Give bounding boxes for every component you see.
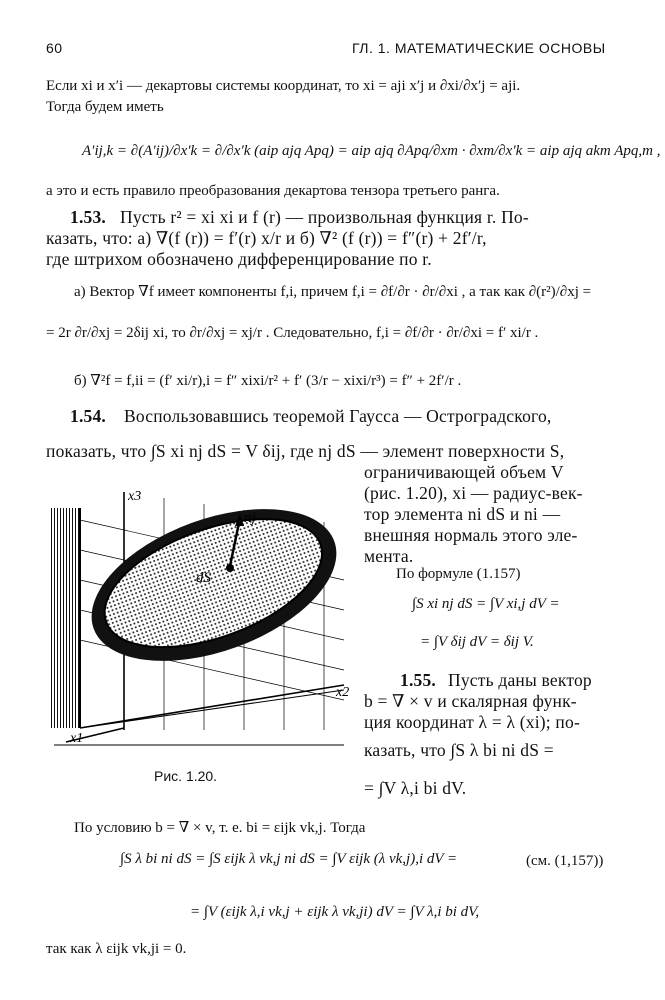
figure-floor <box>54 690 344 745</box>
running-title: ГЛ. 1. МАТЕМАТИЧЕСКИЕ ОСНОВЫ <box>352 40 606 56</box>
intro-line-1: Если xi и x′i — декартовы системы координат, то xi = aji x′j и ∂xi/∂x′j = aji. <box>46 78 521 94</box>
problem-153-line-3: где штрихом обозначено дифференцирование по r. <box>46 249 432 269</box>
problem-154-line-5: тор элемента ni dS и ni — <box>364 504 561 524</box>
x1-label: x1 <box>70 731 84 746</box>
problem-155-line-2: b = ∇ × v и скалярная функ- <box>364 691 577 711</box>
intro-line-3: а это и есть правило преобразования декартова тензора третьего ранга. <box>46 183 500 199</box>
problem-153-line-1: Пусть r² = xi xi и f (r) — произвольная функция r. По- <box>120 207 529 227</box>
problem-154-solution-intro: По формуле (1.157) <box>396 566 521 582</box>
figure-1-20 <box>44 480 354 755</box>
problem-154-line-7: мента. <box>364 546 414 566</box>
surface-element-dot <box>226 564 234 572</box>
problem-155-line-3: ция координат λ = λ (xi); по- <box>364 712 580 732</box>
problem-155-solution-eq-2: = ∫V (εijk λ,i vk,j + εijk λ vk,ji) dV = ∫V λ,i bi dV, <box>190 904 480 920</box>
problem-154-line-2: показать, что ∫S xi nj dS = V δij, где nj dS — элемент поверхности S, <box>46 441 565 461</box>
problem-155-number: 1.55. <box>400 670 436 690</box>
x3-label: x3 <box>128 489 142 504</box>
problem-153-number: 1.53. <box>70 207 106 227</box>
x2-label: x2 <box>336 685 350 700</box>
problem-153-solution-a2: = 2r ∂r/∂xj = 2δij xi, то ∂r/∂xj = xj/r . Следовательно, f,i = ∂f/∂r · ∂r/∂xi = f′ xi/r . <box>46 325 539 341</box>
problem-155-line-4: казать, что ∫S λ bi ni dS = <box>364 740 554 760</box>
problem-154-line-6: внешняя нормаль этого эле- <box>364 525 578 545</box>
x2-axis <box>80 685 344 728</box>
page-number: 60 <box>46 40 63 56</box>
problem-154-line-4: (рис. 1.20), xi — радиус-век- <box>364 483 583 503</box>
problem-155-reference: (см. (1,157)) <box>526 853 604 869</box>
problem-154-line-1: Воспользовавшись теоремой Гаусса — Остроградского, <box>124 406 552 426</box>
figure-caption: Рис. 1.20. <box>154 768 218 784</box>
problem-155-line-5: = ∫V λ,i bi dV. <box>364 778 467 798</box>
problem-153-line-2: казать, что: а) ∇(f (r)) = f′(r) x/r и б) ∇² (f (r)) = f″(r) + 2f′/r, <box>46 228 487 248</box>
ds-label: dS <box>196 570 211 586</box>
problem-154-number: 1.54. <box>70 406 106 426</box>
tensor-transform-equation: A′ij,k = ∂(A′ij)/∂x′k = ∂/∂x′k (aip ajq Apq) = aip ajq ∂Apq/∂xm · ∂xm/∂x′k = aip ajq akm Apq,m , <box>82 143 661 159</box>
problem-155-solution-eq-1: ∫S λ bi ni dS = ∫S εijk λ vk,j ni dS = ∫V εijk (λ vk,j),i dV = <box>120 851 458 867</box>
figure-wall <box>50 508 80 728</box>
problem-153-solution-b: б) ∇²f = f,ii = (f′ xi/r),i = f″ xixi/r² + f′ (3/r − xixi/r³) = f″ + 2f′/r . <box>74 373 462 389</box>
surface-disc <box>71 480 354 691</box>
problem-153-solution-a1: а) Вектор ∇f имеет компоненты f,i, причем f,i = ∂f/∂r · ∂r/∂xi , а так как ∂(r²)/∂xj = <box>74 284 592 300</box>
intro-line-2: Тогда будем иметь <box>46 99 164 115</box>
problem-155-solution-1: По условию b = ∇ × v, т. е. bi = εijk vk,j. Тогда <box>74 820 366 836</box>
problem-155-line-1: Пусть даны вектор <box>448 670 592 690</box>
problem-154-solution-eq-2: = ∫V δij dV = δij V. <box>420 634 534 650</box>
problem-154-line-3: ограничивающей объем V <box>364 462 564 482</box>
problem-155-solution-last: так как λ εijk vk,ji = 0. <box>46 941 187 957</box>
problem-154-solution-eq-1: ∫S xi nj dS = ∫V xi,j dV = <box>412 596 560 612</box>
nj-label: nj <box>244 510 256 526</box>
